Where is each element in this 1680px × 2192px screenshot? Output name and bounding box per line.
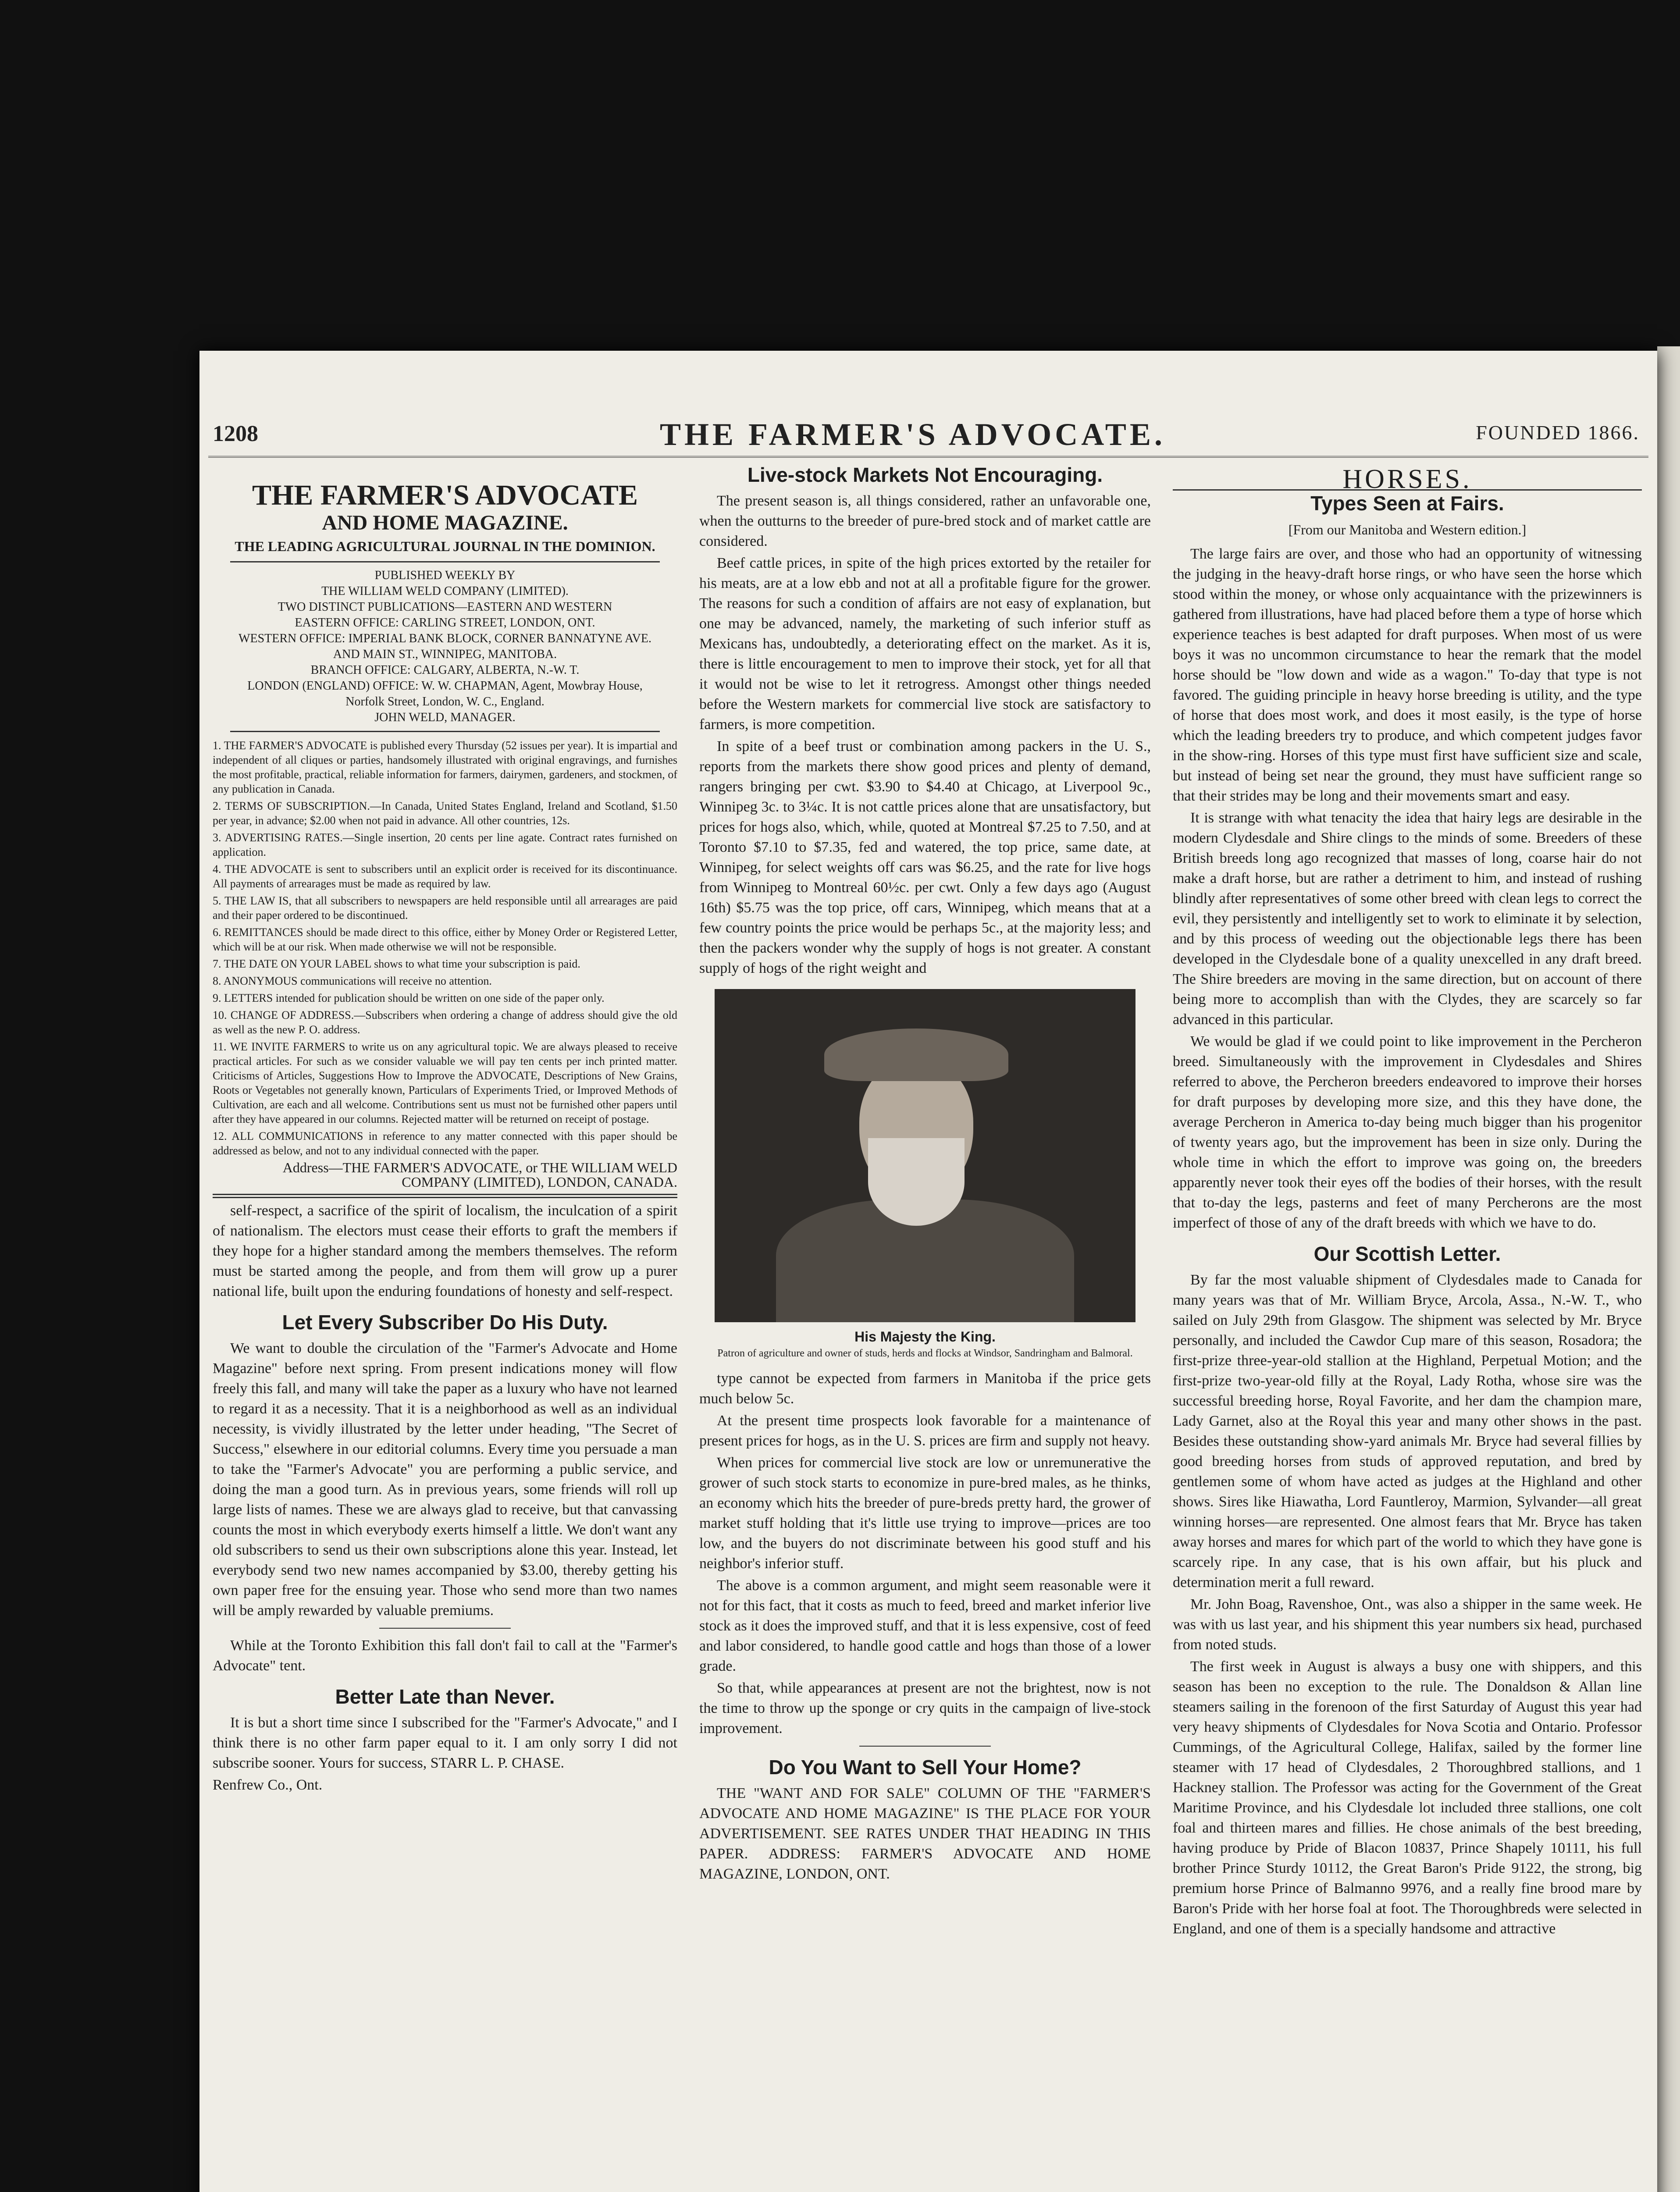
portrait-beard [868,1138,965,1226]
portrait-subcaption: Patron of agriculture and owner of studs, herds and flocks at Windsor, Sandringham and Balmoral. [717,1348,1133,1359]
better-late-place: Renfrew Co., Ont. [213,1777,323,1793]
notice-item: 11. WE INVITE FARMERS to write us on any agricultural topic. We are always pleased to receive practical articles. For such as we consider valuable we will pay ten cents per inch printed matter. Criticisms of Articles, Suggestions How to Improve the ADVOCATE, Descriptions of New Grains, Roots or Vegetables not generally known, Particulars of Experiments Tried, or Improved Methods of Cultivation, are each and all welcome. Contributions sent us must not be furnished other papers until after they have appeared in our columns. Rejected matter will be returned on receipt of postage. [213,1040,677,1125]
subscriber-body: We want to double the circulation of the "Farmer's Advocate and Home Magazine" before next spring. From present indications money will flow freely this fall, and many will take the paper as a luxury who have not learned to regard it as a necessity. That it is a neighborhood as well as an individual necessity, is vividly illustrated by the letter under heading, "The Secret of Success," elsewhere in our editorial columns. Every time you persuade a man to take the "Farmer's Advocate" you are performing a public service, and doing the man a good turn. As in previous years, some friends will roll up large lists of names. These we are always glad to receive, but that canvassing counts the most in which everybody exerts himself a little. We don't want any old subscribers to send us their own subscriptions alone this year. Instead, let everybody send two new names accompanied by $3.00, thereby getting his own paper free for the ensuing year. Those who send more than two names will be amply rewarded by valuable premiums. [213,1340,677,1619]
notice-item: 8. ANONYMOUS communications will receive no attention. [213,975,492,987]
notice-item: 10. CHANGE OF ADDRESS.—Subscribers when ordering a change of address should give the old as well as the new P. O. address. [213,1009,677,1036]
types-subheading: [From our Manitoba and Western edition.] [1288,522,1527,537]
portrait-hat [824,1028,1008,1081]
notice-item: 4. THE ADVOCATE is sent to subscribers until an explicit order is received for its discontinuance. All payments of arrearages must be made as required by law. [213,863,677,890]
livestock-paragraph: In spite of a beef trust or combination among packers in the U. S., reports from the markets there show good prices and plenty of demand, rangers bringing per cwt. $3.90 to $4.40 at Chicago, at Liverpool 9c., Winnipeg 3c. to 3¼c. It is not cattle prices alone that are unsatisfactory, but prices for hogs also, which, while, quoted at Montreal $7.25 to 7.50, and at Toronto $7.10 to $7.35, fed and watered, the top price, same date, at Winnipeg, for select weights off cars was $6.25, and the rate for live hogs from Winnipeg to Montreal 60½c. per cwt. Only a few days ago (August 16th) $5.75 was the top price, off cars, Winnipeg, which means that at a few country points the price would be perhaps 5c., at the majority less; and then the packers wonder why the supply of hogs is not greater. A constant supply of hogs of the right weight and [699,738,1151,976]
adjacent-page-edge [1657,346,1680,2192]
western-office: WESTERN OFFICE: IMPERIAL BANK BLOCK, CORNER BANNATYNE AVE. AND MAIN ST., WINNIPEG, MANITOBA. [238,632,651,661]
london-office: LONDON (ENGLAND) OFFICE: W. W. CHAPMAN, Agent, Mowbray House, Norfolk Street, London, W. C., England. [247,679,643,708]
notice-item: 2. TERMS OF SUBSCRIPTION.—In Canada, United States England, Ireland and Scotland, $1.50 per year, in advance; $2.00 when not paid in advance. All other countries, 12s. [213,800,677,827]
page-number: 1208 [213,421,258,446]
masthead-subtitle: AND HOME MAGAZINE. [322,511,568,534]
newspaper-page [199,351,1657,2192]
horses-paragraph: We would be glad if we could point to like improvement in the Percheron breed. Simultaneously with the improvement in Clydesdales and Shires referred to above, the Percheron breeders endeavored to improve their horses for draft purposes by developing more size, and this they have done, the average Percheron in America to-day being much bigger than his progenitor of twenty years ago, but the improvement has been in size only. During the whole time in which the effort to improve was going on, the breeders apparently never took their eyes off the bodies of their horses, with the result that to-day the legs, pasterns and feet of many Percherons are the most imperfect of those of any of the draft breeds with which we have to do. [1173,1033,1642,1231]
column-left [213,465,677,1795]
article-continuation: self-respect, a sacrifice of the spirit of localism, the inculcation of a spirit of nationalism. The electors must cease their efforts to graft the members if they hope for a higher standard among the members themselves. The reform must be started among the people, and from them will grow up a purer national life, built upon the enduring foundations of honesty and self-respect. [213,1203,677,1299]
notice-item: 5. THE LAW IS, that all subscribers to newspapers are held responsible until all arrearages are paid and their paper ordered to be discontinued. [213,894,677,922]
notice-item: 6. REMITTANCES should be made direct to this office, either by Money Order or Registered Letter, which will be at our risk. When made otherwise we will not be responsible. [213,926,677,953]
livestock-paragraph: The above is a common argument, and might seem reasonable were it not for this fact, that it costs as much to feed, breed and market inferior live stock as it does the improved stuff, and that it is less expensive, cost of feed and labor considered, to handle good cattle and hogs than those of a lower grade. [699,1577,1151,1674]
sell-home-heading: Do You Want to Sell Your Home? [769,1756,1082,1779]
horses-section-heading: HORSES. [1173,469,1642,491]
manager-line: JOHN WELD, MANAGER. [374,711,516,724]
masthead-publisher-box [230,561,660,732]
notice-item: 12. ALL COMMUNICATIONS in reference to any matter connected with this paper should be addressed as below, and not to any individual connected with the paper. [213,1130,677,1157]
horses-paragraph: It is strange with what tenacity the idea that hairy legs are desirable in the modern Clydesdale and Shire clings to the minds of some. Breeders of these British breeds long ago recognized that masses of long, coarse hair do not make a draft horse, but are rather a detriment to him, and instead of rushing blindly after representatives of some other breed with clean legs to correct the evil, they persistently and intelligently set to work to eliminate it by selection, and by this process of weeding out the objectionable legs there has been developed in the Clydesdale bone of a quality unexcelled in any draft breed. The Shire breeders are moving in the same direction, but on account of there being more to accomplish than with the Clydes, they are scarcely so far advanced in this particular. [1173,810,1642,1028]
masthead-tagline: THE LEADING AGRICULTURAL JOURNAL IN THE DOMINION. [235,538,655,554]
publications-line: TWO DISTINCT PUBLICATIONS—EASTERN AND WESTERN [278,600,612,614]
livestock-paragraph: Beef cattle prices, in spite of the high prices extorted by the retailer for his meats, are at a low ebb and not at all a profitable figure for the grower. The reasons for such a condition of affairs are not easy of explanation, but one may be advanced, namely, the marketing of such inferior stuff as Mexicans has, undoubtedly, a deteriorating effect on the market. As it is, there is little encouragement to men to improve their stock, yet for all that it would not be wise to let it retrogress. Amongst other things needed before the Western markets for commercial live stock are satisfactory to farmers, is more competition. [699,555,1151,733]
king-portrait [715,989,1135,1322]
better-late-body: It is but a short time since I subscribed for the "Farmer's Advocate," and I think there is no other farm paper equal to it. I am only sorry I did not subscribe sooner. Yours for success, STARR L. P. CHASE. [213,1715,677,1771]
types-heading: Types Seen at Fairs. [1310,492,1504,515]
scottish-heading: Our Scottish Letter. [1313,1242,1501,1265]
column-middle [699,465,1151,1886]
scottish-paragraph: By far the most valuable shipment of Clydesdales made to Canada for many years was that of Mr. William Bryce, Arcola, Assa., N.-W. T., who sailed on July 29th from Glasgow. The shipment was selected by Mr. Bryce personally, and included the Cawdor Cup mare of this season, Rosadora; the first-prize three-year-old stallion at the Highland, Perpetual Motion; and the first-prize two-year-old filly at the Royal, Lady Rotha, whose sire was the successful breeding horse, Royal Favorite, and her dam the champion mare, Lady Garnet, also at the Royal this year and many other shows in the past. Besides these outstanding show-yard animals Mr. Bryce had several fillies by good breeding horses from studs of approved reputation, and bred by gentlemen some of whom have acted as judges at the Highland and other shows. Sires like Hiawatha, Lord Fauntleroy, Marmion, Sylvander—all great winning horses—are represented. One almost fears that Mr. Bryce has taken away horses and mares for which part of the world to which they have gone is scarcely ripe. In any case, that is his own affair, but his pluck and determination merit a full reward. [1173,1272,1642,1591]
portrait-caption: His Majesty the King. [854,1329,996,1345]
notice-item: 7. THE DATE ON YOUR LABEL shows to what time your subscription is paid. [213,957,580,970]
notice-item: 1. THE FARMER'S ADVOCATE is published every Thursday (52 issues per year). It is impartial and independent of all cliques or parties, handsomely illustrated with original engravings, and furnishes the most profitable, practical, reliable information for farmers, dairymen, gardeners, and stockmen, of any publication in Canada. [213,739,677,795]
published-line: PUBLISHED WEEKLY BY [374,569,516,582]
divider [379,1628,511,1629]
horses-paragraph: The large fairs are over, and those who had an opportunity of witnessing the judging in the heavy-draft horse rings, or who have seen the horse which stood within the money, or whose only acquaintance with the prizewinners is gathered from illustrations, have had placed before them a type of horse which experience teaches is best adapted for draft purposes. When most of us were boys it was no uncommon circumstance to hear the remark that the model horse should be "low down and wide as a wagon." To-day that type is not favored. The guiding principle in heavy horse breeding is utility, and the type of horse that does most work, and does it most easily, is the type of horse which the leading breeders try to produce, and which competent judges favor in the show-ring. Horses of this type must first have sufficient size and scale, but instead of being set near the ground, they must have sufficient range so that their strides may be long and their movements smart and easy. [1173,546,1642,804]
livestock-paragraph: At the present time prospects look favorable for a maintenance of present prices for hogs, as in the U. S. prices are firm and supply not heavy. [699,1413,1151,1449]
livestock-paragraph: The present season is, all things considered, rather an unfavorable one, when the outturns to the breeder of pure-bred stock and of market cattle are considered. [699,493,1151,549]
divider [213,1194,677,1198]
branch-office: BRANCH OFFICE: CALGARY, ALBERTA, N.-W. T. [310,663,580,677]
livestock-paragraph: type cannot be expected from farmers in Manitoba if the price gets much below 5c. [699,1370,1151,1407]
founded-line: FOUNDED 1866. [1476,421,1640,444]
scottish-paragraph: Mr. John Boag, Ravenshoe, Ont., was also a shipper in the same week. He was with us last year, and his shipment this year numbers six head, purchased from noted studs. [1173,1596,1642,1653]
publisher-notices [213,738,677,1189]
newspaper-title: THE FARMER'S ADVOCATE. [660,417,1166,452]
better-late-heading: Better Late than Never. [335,1685,555,1708]
header-rule [208,456,1648,458]
notice-item: 3. ADVERTISING RATES.—Single insertion, 20 cents per line agate. Contract rates furnished on application. [213,831,677,858]
livestock-paragraph: When prices for commercial live stock are low or unremunerative the grower of such stock starts to economize in pure-bred males, as he thinks, an economy which hits the breeder of pure-breds pretty hard, the grower of market stuff holding that it's little use trying to improve—prices are too low, and the buyers do not discriminate between his good stuff and his neighbor's inferior stuff. [699,1455,1151,1572]
livestock-paragraph: So that, while appearances at present are not the brightest, now is not the time to throw up the sponge or cry quits in the campaign of live-stock improvement. [699,1680,1151,1737]
eastern-office: EASTERN OFFICE: CARLING STREET, LONDON, ONT. [295,616,595,630]
sell-home-body: THE "WANT AND FOR SALE" COLUMN OF THE "FARMER'S ADVOCATE AND HOME MAGAZINE" IS THE PLACE FOR YOUR ADVERTISEMENT. SEE RATES UNDER THAT HEADING IN THIS PAPER. ADDRESS: FARMER'S ADVOCATE AND HOME MAGAZINE, LONDON, ONT. [699,1785,1151,1882]
company-line: THE WILLIAM WELD COMPANY (LIMITED). [321,584,569,598]
scottish-paragraph: The first week in August is always a busy one with shippers, and this season has been no exception to the rule. The Donaldson & Allan line steamers sailing in the forenoon of the first Saturday of August this year had very heavy shipments of Clydesdales for Nova Scotia and Ontario. Professor Cummings, of the Agricultural College, Halifax, sailed by the former line steamer with 17 head of Clydesdales, 2 Thoroughbred stallions, and 1 Hackney stallion. The Professor was acting for the Government of the Great Maritime Province, and his Clydesdale lot included three stallions, one colt foal and thirteen mares and fillies. He chose animals of the best breeding, having produce by Pride of Blacon 10837, Prince Shapely 10111, his full brother Prince Sturdy 10112, the Great Baron's Pride 9122, the strong, big premium horse Prince of Balmanno 9976, and a really fine brood mare by Baron's Pride with her horse foal at foot. The Thoroughbreds were selected in England, and one of them is a specially handsome and attractive [1173,1658,1642,1937]
subscriber-heading: Let Every Subscriber Do His Duty. [282,1311,608,1334]
notice-item: 9. LETTERS intended for publication should be written on one side of the paper only. [213,992,605,1004]
masthead-title: THE FARMER'S ADVOCATE [252,479,638,511]
column-right [1173,465,1642,1941]
address-line: Address—THE FARMER'S ADVOCATE, or THE WILLIAM WELD COMPANY (LIMITED), LONDON, CANADA. [282,1160,677,1190]
toronto-note: While at the Toronto Exhibition this fall don't fail to call at the "Farmer's Advocate" tent. [213,1637,677,1674]
divider [859,1746,991,1747]
livestock-heading: Live-stock Markets Not Encouraging. [747,463,1103,486]
